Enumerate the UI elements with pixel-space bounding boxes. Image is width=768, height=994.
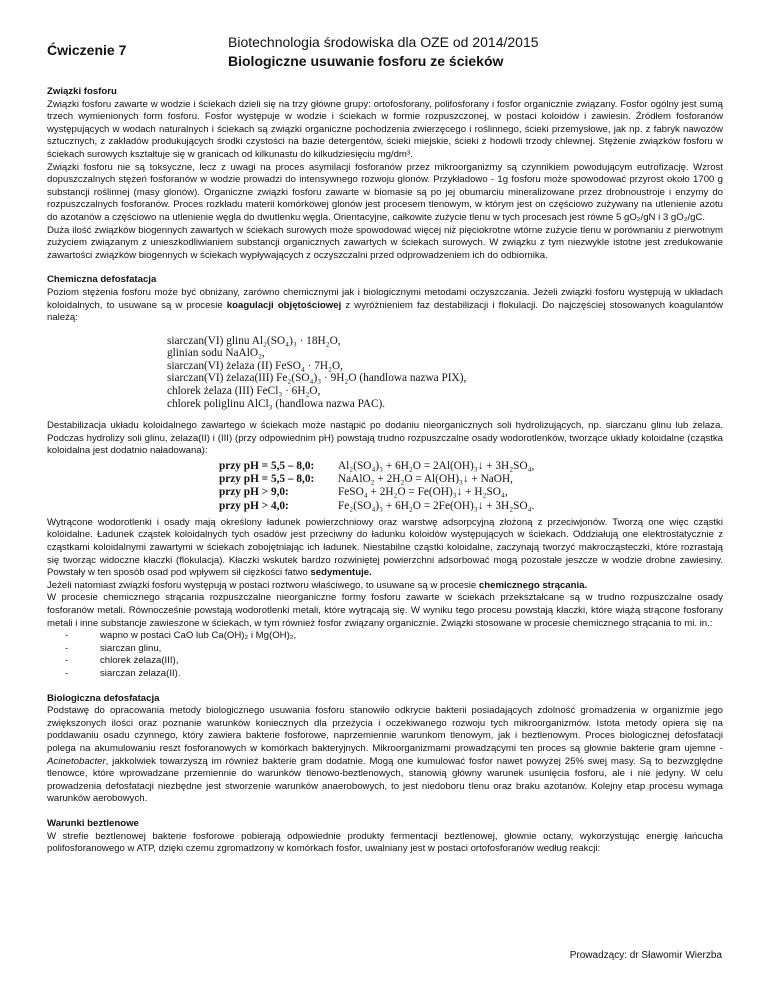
reaction-condition: przy pH = 5,5 – 8,0: <box>219 460 315 473</box>
coagulant-list <box>167 335 723 411</box>
reaction-equation: Fe₂(SO₄)₃ + 6H₂O = 2Fe(OH)₃↓ + 3H₂SO₄. <box>338 499 535 512</box>
paragraph: W procesie chemicznego strącania rozpuszczalne nieorganiczne formy fosforu zawarte w ściekach przekształcane są w trudno rozpuszczalne osady fosforanów metali. Równocześnie powstają wodorotlenki metali, które wytrącają się. W wyniku tego procesu powstają kłaczki, które wiążą strącone fosforany metali i inne substancje zawieszone w ściekach, w tym również fosfor związany organicznie. Związki stosowane w procesie chemicznego strącania to mi. in.: <box>47 592 723 629</box>
document-header <box>228 33 539 71</box>
coagulant-item: siarczan(VI) żelaza (II) FeSO₄ · 7H₂O, <box>167 359 343 372</box>
reaction-condition: przy pH > 4,0: <box>219 499 289 512</box>
section-heading-biologiczna: Biologiczna defosfatacja <box>47 692 160 704</box>
reaction-row <box>219 460 723 473</box>
list-item: - siarczan glinu, <box>65 643 723 656</box>
paragraph <box>47 517 723 580</box>
footer-instructor: Prowadzący: dr Sławomir Wierzba <box>569 950 722 961</box>
reaction-row <box>219 486 723 499</box>
coagulant-item: siarczan(VI) żelaza(III) Fe₂(SO₄)₃ · 9H₂O (handlowa nazwa PIX), <box>167 372 467 385</box>
precipitant-list <box>47 630 723 680</box>
text-run: , jakkolwiek towarzyszą im również bakterie gram dodatnie. Mogą one kumulować fosfor nawet powyżej 25% swej masy. Są to bezwzględne tlenowce, które wprowadzane przemiennie do warunków tlenowo-beztlenowych, stanowią główny warunek usunięcia fosforu, ale i nie jedyny. W celu prowadzenia defosfatacji niezbędne jest stworzenie warunków anaerobowych, to jest niedoboru tlenu oraz braku azotanów. Kolejny etap procesu wymaga warunków aerobowych. <box>47 755 723 805</box>
bold-term: chemicznego strącania. <box>478 579 588 591</box>
bold-term: sedymentuje. <box>310 567 372 579</box>
reaction-condition: przy pH > 9,0: <box>219 486 289 499</box>
reaction-equation: NaAlO₂ + 2H₂O = Al(OH)₃↓ + NaOH, <box>338 473 513 486</box>
coagulant-item: siarczan(VI) glinu Al₂(SO₄)₃ · 18H₂O, <box>167 334 341 347</box>
section-heading-beztlenowe: Warunki beztlenowe <box>47 817 139 829</box>
topic-title: Biologiczne usuwanie fosforu ze ścieków <box>228 53 504 69</box>
paragraph <box>47 580 723 593</box>
course-title: Biotechnologia środowiska dla OZE od 2014/2015 <box>228 34 539 50</box>
paragraph <box>47 287 723 325</box>
paragraph: Duża ilość związków biogennych zawartych w ściekach surowych może spowodować więcej niż pięciokrotne wtórne zużycie tlenu w porównaniu z pierwotnym zużyciem związanym z unieszkodliwianiem substancji organicznych zawartych w ściekach surowych. W związku z tym niezwykle istotne jest zredukowanie zawartości związków biogennych w ściekach wypływających z oczyszczalni przed odprowadzeniem ich do odbiornika. <box>47 224 723 261</box>
list-item: - chlorek żelaza(III), <box>65 655 723 668</box>
hydrolysis-reactions <box>219 460 723 513</box>
reaction-row <box>219 473 723 486</box>
text-run: Poziom stężenia fosforu może być obniżany, zarówno chemicznymi jak i biologicznymi metodami oczyszczania. Jeżeli związki fosforu występują w układach koloidalnych, to usuwane są w procesie <box>47 286 723 311</box>
coagulant-item: glinian sodu NaAlO₂, <box>167 347 265 360</box>
text-run: Wytrącone wodorotlenki i osady mają określony ładunek powierzchniowy oraz warstwę adsorpcyjną złożoną z przeciwjonów. Tworzą one więc cząstki koloidalne. Ładunek cząstek koloidalnych tych osadów jest przeciwny do ładunku koloidów występujących w ściekach. Oddziałują one elektrostatycznie z cząstkami koloidalnymi zawartymi w ściekach zobojętniając ich ładunek. Niestabilne cząstki koloidalne, zaczynają tworzyć makrocząsteczki, które rozrastają się tworząc widoczne kłaczki (flokulacja). Kłaczki wskutek bardzo rozwiniętej powierzchni adsorbować mogą pozostałe jeszcze w wodzie drobne zawiesiny. Powstały w ten sposób osad pod wpływem sił ciężkości fatwo <box>47 516 723 579</box>
coagulant-item: chlorek żelaza (III) FeCl₃ · 6H₂O, <box>167 385 321 398</box>
section-heading-zwiazki: Związki fosforu <box>47 86 117 97</box>
paragraph: Destabilizacja układu koloidalnego zawartego w ściekach może nastąpić po dodaniu nieorganicznych soli hydrolizujących, np. siarczanu glinu lub żelaza. Podczas hydrolizy soli glinu, żelaza(II) i (III) (przy odpowiednim pH) powstają trudno rozpuszczalne osady wodorotlenków, tworzące układy koloidalne (cząstka koloidalna jest dodatnio naładowana): <box>47 420 723 457</box>
paragraph <box>47 705 723 806</box>
paragraph: Związki fosforu nie są toksyczne, lecz z uwagi na proces asymilacji fosforanów przez mikroorganizmy są czynnikiem powodującym eutrofizację. Wzrost dopuszczalnych stężeń fosforanów w wodzie prowadzi do intensywnego rozwoju glonów. Przykładowo - 1g fosforu może spowodować przyrost około 1700 g substancji roślinnej (masy glonów). Organiczne związki fosforu zawarte w biomasie są po jej obumarciu mineralizowane przez drobnoustroje i enzymy do rozpuszczalnych fosforanów. Proces rozkładu materii komórkowej glonów jest procesem tlenowym, w którym jest on częściowo zużywany na utlenienie azotu do azotanów a częściowo na utlenienie węgla do dwutlenku węgla. Orientacyjne, całkowite zużycie tlenu w tych procesach jest równe 5 gO₂/gN i 3 gO₂/gC. <box>47 161 723 223</box>
coagulant-item: chlorek poliglinu AlCl₃ (handlowa nazwa PAC). <box>167 397 386 410</box>
list-item: - wapno w postaci CaO lub Ca(OH)₂ i Mg(OH)₂, <box>65 630 723 643</box>
document-body <box>47 86 723 856</box>
reaction-equation: FeSO₄ + 2H₂O = Fe(OH)₃↓ + H₂SO₄, <box>338 486 508 499</box>
section-heading-chemiczna: Chemiczna defosfatacja <box>47 274 157 286</box>
text-run: Jeżeli natomiast związki fosforu występują w postaci roztworu właściwego, to usuwane są w procesie <box>47 579 479 591</box>
exercise-number: Ćwiczenie 7 <box>47 42 127 58</box>
reaction-row <box>219 500 723 513</box>
bold-term: koagulacji objętościowej <box>226 299 342 311</box>
reaction-condition: przy pH = 5,5 – 8,0: <box>219 473 315 486</box>
list-item: - siarczan żelaza(II). <box>65 668 723 681</box>
paragraph: W strefie beztlenowej bakterie fosforowe pobierają odpowiednie produkty fermentacji beztlenowej, głownie octany, wykorzystując energię łańcucha polifosforanowego w ATP, dzięki czemu zgromadzony w komórkach fosfor, uwalniany jest w postaci ortofosforanów według reakcji: <box>47 830 723 855</box>
text-run: Podstawę do opracowania metody biologicznego usuwania fosforu stanowiło odkrycie bakterii posiadających zdolność gromadzenia w organizmie jego zwiększonych ilości oraz poznanie warunków koniecznych dla przeżycia i oczekiwanego rozwoju tych mikroorganizmów. Istota metody opiera się na poddawaniu osadu czynnego, który zawiera bakterie fosforowe, naprzemiennie warunkom tlenowym, jak i beztlenowym. Proces biologicznej defosfatacji polega na akumulowaniu reszt fosforanowych w komórkach bakteryjnych. Mikroorganizmami prowadzącymi ten proces są głownie bakterie gram ujemne - <box>47 705 723 754</box>
paragraph: Związki fosforu zawarte w wodzie i ściekach dzieli się na trzy główne grupy: ortofosforany, polifosforany i fosfor organicznie związany. Fosfor ogólny jest sumą trzech wymienionych form fosforu. Fosfor występuje w wodzie i ściekach w formie rozpuszczonej, w postaci koloidów i zawiesin. Źródłem fosforanów występujących w wodach naturalnych i ściekach są związki organiczne pochodzenia zwierzęcego i roślinnego, ścieki przemysłowe, jak np. z fabryk nawozów sztucznych, z zakładów produkujących środki czystości na bazie detergentów, ścieki miejskie, ścieki z hodowli trzody chlewnej. Stężenie związków fosforu w ściekach surowych kształtuje się w granicach od kilkunastu do kilkudziesięciu mg/dm³. <box>47 98 723 160</box>
reaction-equation: Al₂(SO₄)₃ + 6H₂O = 2Al(OH)₃↓ + 3H₂SO₄, <box>338 460 535 473</box>
italic-term: Acinetobacter <box>47 755 106 767</box>
text-run: z wyróżnieniem faz destabilizacji i flokulacji. Do najczęściej stosowanych koagulantów należą: <box>47 299 724 324</box>
